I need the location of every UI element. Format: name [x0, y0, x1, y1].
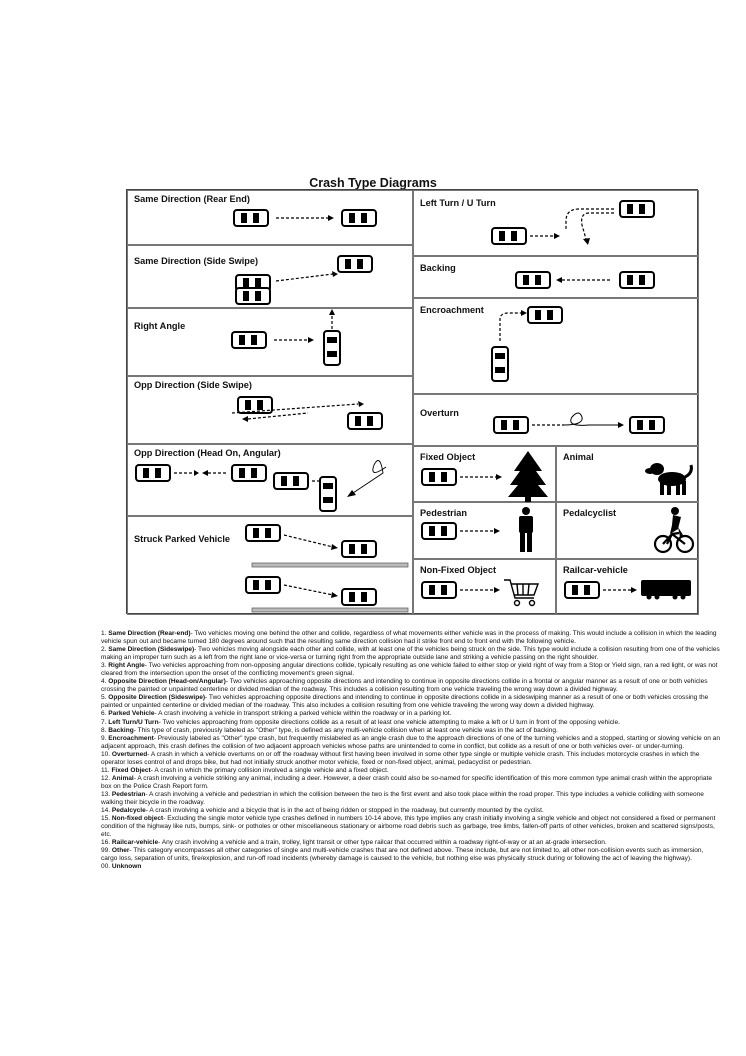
car-icon: [422, 582, 456, 598]
cell-right-angle: [127, 308, 413, 376]
crash-type-definitions: [101, 630, 721, 871]
definition-term: Unknown: [111, 863, 142, 871]
definition-text: - Two vehicles approaching from opposite directions collide as a result of at least one vehicle attempting to make a left or U turn in front of the opposing vehicle.: [158, 718, 620, 726]
label-left-turn-u-turn: Left Turn / U Turn: [420, 198, 496, 208]
label-opp-direction-head-on: Opp Direction (Head On, Angular): [134, 448, 281, 458]
car-icon: [324, 331, 340, 365]
animal-graphic: [557, 447, 700, 503]
label-opp-direction-side-swipe: Opp Direction (Side Swipe): [134, 380, 252, 390]
car-icon: [620, 201, 654, 217]
definition-text: - Two vehicles approaching from non-opposing angular directions collide, typically resulting as one vehicle failed to either stop or yield right of way from a Stop or Yield sign, ran a red light, or was not cleared from the intersection upon the onset of the conflicting movement's green signal.: [101, 662, 718, 678]
definition-item: [101, 719, 721, 727]
label-non-fixed-object: Non-Fixed Object: [420, 565, 497, 575]
label-same-direction-side-swipe: Same Direction (Side Swipe): [134, 256, 259, 266]
definition-text: - Two vehicles approaching opposite directions and intending to continue in opposite directions collide in a sideswiping manner as a result of one or both vehicles crossing the painted or unpainted centerline or divided median of the roadway. This also includes a collision resulting from one vehicle traveling the wrong way down a divided highway.: [101, 694, 709, 710]
car-icon: [620, 272, 654, 288]
definition-term: Other: [111, 847, 130, 855]
definition-item: [101, 727, 721, 735]
definition-item: [101, 839, 721, 847]
definition-number: 12.: [101, 774, 112, 782]
railcar-graphic: [557, 560, 700, 616]
overturn-graphic: [414, 395, 700, 447]
definition-item: [101, 662, 721, 678]
label-pedestrian: Pedestrian: [420, 508, 467, 518]
pedestrian-graphic: [414, 503, 557, 560]
non-fixed-object-graphic: [414, 560, 557, 616]
label-same-direction-rear-end: Same Direction (Rear End): [134, 194, 250, 204]
car-icon: [528, 307, 562, 323]
definition-text: - A crash involving a vehicle striking any animal, including a deer. However, a deer crash could also be so-named for specific identification of this more common type animal crash within the appropriate box on the Police Crash Report form.: [101, 774, 712, 790]
definition-text: - A crash in which the primary collision involved a single vehicle and a fixed object.: [150, 766, 389, 774]
car-icon: [565, 582, 599, 598]
definition-number: 8.: [101, 726, 109, 734]
car-icon: [232, 465, 266, 481]
car-icon: [342, 541, 376, 557]
side-swipe-graphic: [128, 246, 414, 309]
fixed-object-graphic: [414, 447, 557, 503]
car-icon: [422, 523, 456, 539]
definition-text: - Any crash involving a vehicle and a train, trolley, light transit or other type railcar that occurred within a roadway right-of-way or at an at-grade intersection.: [158, 839, 607, 847]
definition-term: Same Direction (Sideswipe): [108, 646, 195, 654]
definition-number: 7.: [101, 718, 109, 726]
definition-number: 11.: [101, 766, 112, 774]
definition-term: Pedalcycle: [111, 807, 146, 815]
left-turn-graphic: [414, 191, 700, 257]
dog-icon: [645, 463, 691, 495]
definition-text: - Two vehicles moving one behind the other and collide, regardless of what movements either vehicle was in the process of making. This would include a collision in which the leading vehicle spun out and became turned 180 degrees around such that the resulting same direction collision had it strike front end to front end with the following vehicle.: [101, 630, 717, 646]
car-icon: [516, 272, 550, 288]
definition-text: - This category encompasses all other categories of single and multi-vehicle crashes that are not defined above. These include, but are not limited to, all other non-collision events such as immersion, cargo loss, separation of units, fire/explosion, and run-off road incidents (whereby damage is caused to the vehicle, but nothing else was physically struck during or following the act of leaving the highway).: [101, 847, 704, 863]
cell-struck-parked-vehicle: [127, 516, 413, 615]
definition-number: 6.: [101, 710, 109, 718]
cell-opp-direction-side-swipe: [127, 376, 413, 444]
car-icon: [232, 332, 266, 348]
definition-number: 4.: [101, 678, 109, 686]
definition-item: [101, 775, 721, 791]
pedestrian-icon: [519, 507, 533, 552]
definition-term: Opposite Direction (Head-on/Angular): [108, 678, 226, 686]
cell-encroachment: [413, 298, 699, 394]
label-animal: Animal: [563, 452, 594, 462]
definition-term: Same Direction (Rear-end): [108, 630, 191, 637]
rear-end-graphic: [128, 191, 414, 246]
car-icon: [246, 577, 280, 593]
definition-item: [101, 678, 721, 694]
cell-same-direction-rear-end: [127, 190, 413, 245]
definition-number: 9.: [101, 734, 109, 742]
car-icon: [136, 465, 170, 481]
shopping-cart-icon: [504, 580, 538, 606]
cell-fixed-object: [413, 446, 556, 502]
definition-term: Pedestrian: [111, 790, 146, 798]
definition-item: [101, 791, 721, 807]
car-icon: [320, 477, 336, 511]
car-icon: [338, 256, 372, 272]
railcar-icon: [641, 580, 691, 600]
label-railcar-vehicle: Railcar-vehicle: [563, 565, 628, 575]
definition-number: 2.: [101, 646, 109, 654]
car-icon: [238, 397, 272, 413]
head-on-graphic: [128, 445, 414, 517]
definition-text: - A crash involving a vehicle in transport striking a parked vehicle within the roadway or in a parking lot.: [154, 710, 452, 718]
cell-railcar-vehicle: [556, 559, 699, 615]
car-icon: [494, 417, 528, 433]
label-backing: Backing: [420, 263, 456, 273]
definition-item: [101, 646, 721, 662]
definition-term: Non-fixed object: [111, 815, 164, 823]
car-icon: [630, 417, 664, 433]
definition-number: 16.: [101, 839, 112, 847]
definition-term: Fixed Object: [111, 766, 151, 774]
car-icon: [246, 525, 280, 541]
cell-non-fixed-object: [413, 559, 556, 615]
definition-term: Opposite Direction (Sideswipe): [108, 694, 206, 702]
cell-pedalcyclist: [556, 502, 699, 559]
definition-number: 00.: [101, 863, 112, 871]
definition-text: - Two vehicles moving alongside each other and collide, with at least one of the vehicles being struck on the side. This type would include a collision resulting from one of the vehicles making an improper turn such as a left from the right lane or vice-versa or turning right from the appropriate outside lane and striking a vehicle passing on the right shoulder.: [101, 646, 720, 662]
definition-text: - This type of crash, previously labeled as "Other" type, is defined as any multi-vehicle collision when at least one vehicle was in the act of backing.: [133, 726, 558, 734]
car-icon: [492, 347, 508, 381]
cell-pedestrian: [413, 502, 556, 559]
diagram-title: Crash Type Diagrams: [309, 176, 437, 190]
definition-number: 5.: [101, 694, 109, 702]
definition-item: [101, 694, 721, 710]
definition-text: - A crash involving a vehicle and pedestrian in which the collision between the two is the first event and also took place within the road proper. This type includes a vehicle colliding with someone walking their bicycle in the roadway.: [101, 790, 704, 806]
car-icon: [422, 469, 456, 485]
right-angle-graphic: [128, 309, 414, 377]
cell-opp-direction-head-on: [127, 444, 413, 516]
definition-item: [101, 807, 721, 815]
car-icon: [492, 228, 526, 244]
definition-text: - Excluding the single motor vehicle type crashes defined in numbers 10-14 above, this type implies any crash initially involving a single vehicle and object not considered a fixed or permanent condition of the highway like ruts, bumps, sink- or potholes or other miscellaneous stationary or airborne road debris such as garbage, tree limbs, fallen-off parts of other vehicles, broken and scattered signs/posts, etc.: [101, 815, 716, 839]
definition-term: Right Angle: [108, 662, 145, 670]
label-encroachment: Encroachment: [420, 305, 484, 315]
cell-backing: [413, 256, 699, 298]
struck-parked-graphic: [128, 517, 414, 616]
definition-number: 13.: [101, 790, 112, 798]
definition-term: Animal: [111, 774, 134, 782]
definition-item: [101, 815, 721, 839]
car-icon: [274, 473, 308, 489]
cell-overturn: [413, 394, 699, 446]
definition-text: - Two vehicles approaching opposite directions and intending to continue in opposite directions collide in a frontal or angular manner as a result of one or both vehicles crossing the painted or unpainted centerline or divided median of the roadway. This includes a collision resulting from one vehicle traveling the wrong way down a divided highway.: [101, 678, 708, 694]
definition-item: [101, 751, 721, 767]
definition-item: [101, 710, 721, 718]
definition-item: [101, 863, 721, 871]
definition-number: 15.: [101, 815, 112, 823]
definition-text: - Previously labeled as "Other" type crash, but frequently mislabeled as an angle crash due to the approach directions of one of the turning vehicles and a stopped, starting or slowing vehicle on an adjacent approach, this crash defines the collision of two adjacent approach vehicles whose paths are unintended to come in conflict, but collide as a result of one or both vehicles over- or under-turning.: [101, 734, 720, 750]
encroachment-graphic: [414, 299, 700, 395]
definition-term: Backing: [108, 726, 134, 734]
backing-graphic: [414, 257, 700, 299]
definition-item: [101, 847, 721, 863]
definition-text: - A crash involving a vehicle and a bicycle that is in the act of being ridden or stopped in the roadway, but currently mounted by the cyclist.: [145, 807, 544, 815]
definition-number: 99.: [101, 847, 112, 855]
car-icon: [234, 210, 268, 226]
definition-item: [101, 767, 721, 775]
definition-number: 14.: [101, 807, 112, 815]
label-pedalcyclist: Pedalcyclist: [563, 508, 617, 518]
label-fixed-object: Fixed Object: [420, 452, 476, 462]
pedalcyclist-graphic: [557, 503, 700, 560]
definition-term: Overturned: [111, 750, 148, 758]
definition-number: 3.: [101, 662, 109, 670]
label-right-angle: Right Angle: [134, 321, 186, 331]
cell-animal: [556, 446, 699, 502]
bicycle-icon: [655, 533, 693, 552]
car-icon: [348, 413, 382, 429]
car-icon: [342, 589, 376, 605]
opp-side-swipe-graphic: [128, 377, 414, 445]
car-icon: [236, 288, 270, 304]
definition-term: Encroachment: [108, 734, 154, 742]
definition-term: Left Turn/U Turn: [108, 718, 159, 726]
cell-left-turn-u-turn: [413, 190, 699, 256]
label-struck-parked-vehicle: Struck Parked Vehicle: [134, 534, 231, 544]
crash-type-diagram-grid: [126, 189, 698, 614]
cell-same-direction-side-swipe: [127, 245, 413, 308]
car-icon: [342, 210, 376, 226]
definition-item: [101, 630, 721, 646]
definition-term: Parked Vehicle: [108, 710, 155, 718]
label-overturn: Overturn: [420, 408, 459, 418]
definition-item: [101, 735, 721, 751]
definition-term: Railcar-vehicle: [111, 839, 159, 847]
definition-text: - A crash in which a vehicle overturns on or off the roadway without first having been involved in some other type single or multiple vehicle crash. This includes motorcycle crashes in which the operator loses control of and drops bike, but had not initially struck another motor vehicle, fixed or non-fixed object, animal, pedacyclist or pedestrian.: [101, 750, 700, 766]
definition-number: 1.: [101, 630, 109, 637]
tree-icon: [508, 451, 548, 502]
definition-number: 10.: [101, 750, 112, 758]
